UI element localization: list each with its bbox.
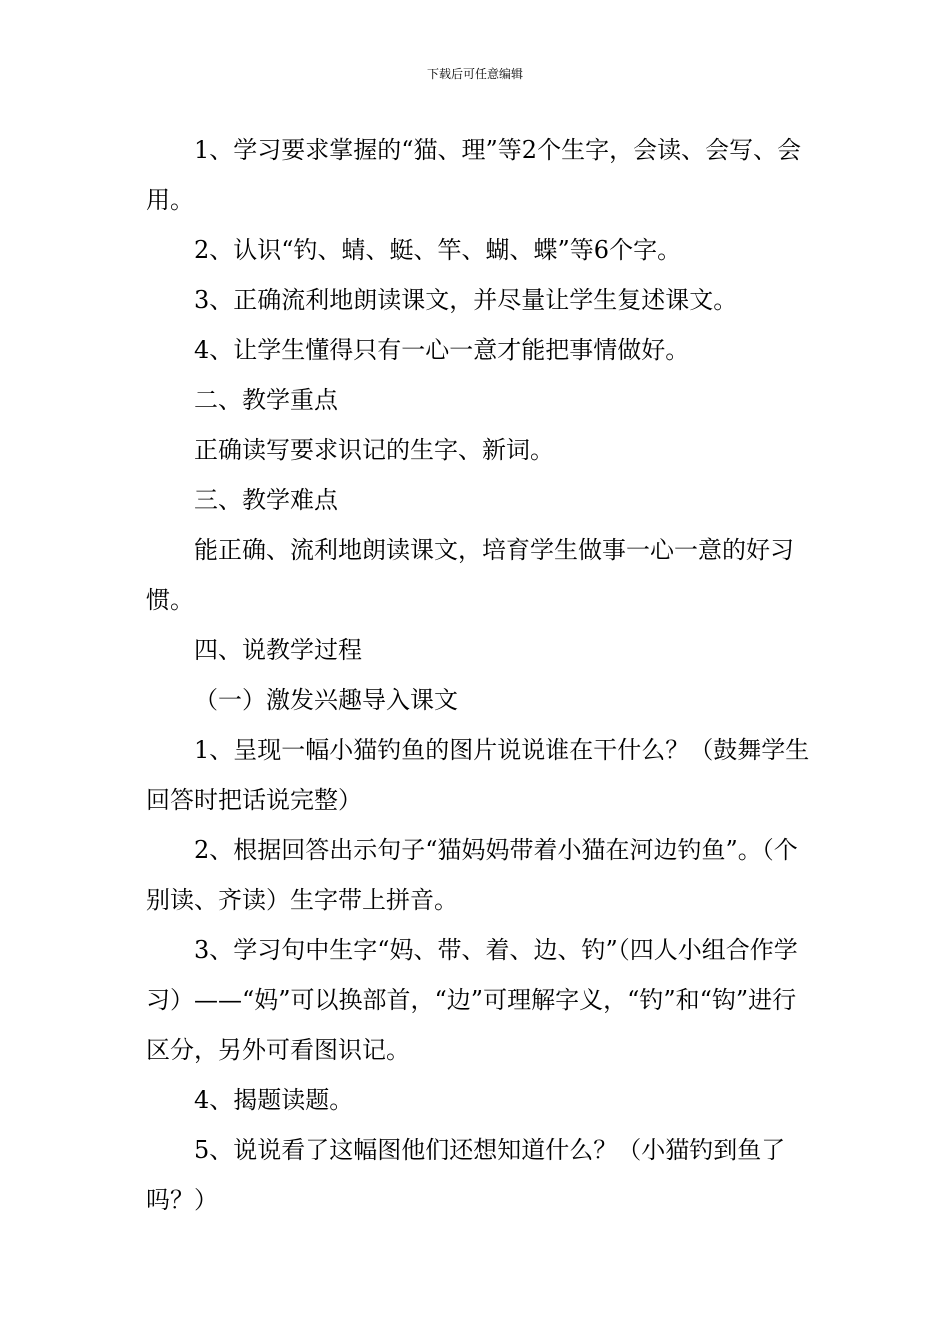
objective-4: 4、让学生懂得只有一心一意才能把事情做好。 [194, 336, 690, 364]
subsection-heading-introduction: （一）激发兴趣导入课文 [194, 686, 458, 714]
objective-2: 2、认识“钓、蜻、蜓、竿、蝴、蝶”等6个字。 [194, 236, 682, 264]
process-step-5: 5、说说看了这幅图他们还想知道什么？（小猫钓到鱼了吗？） [146, 1136, 786, 1214]
section-heading-key-points: 二、教学重点 [194, 386, 338, 414]
difficulties-text: 能正确、流利地朗读课文，培育学生做事一心一意的好习惯。 [146, 536, 794, 614]
process-step-1: 1、呈现一幅小猫钓鱼的图片说说谁在干什么？（鼓舞学生回答时把话说完整） [146, 736, 810, 814]
objective-1: 1、学习要求掌握的“猫、理”等2个生字，会读、会写、会用。 [146, 136, 802, 214]
process-step-3: 3、学习句中生字“妈、带、着、边、钓”（四人小组合作学习）——“妈”可以换部首，“边”可理解字义，“钓”和“钩”进行区分，另外可看图识记。 [146, 936, 798, 1064]
section-heading-process: 四、说教学过程 [194, 636, 362, 664]
key-points-text: 正确读写要求识记的生字、新词。 [194, 436, 554, 464]
objective-3: 3、正确流利地朗读课文，并尽量让学生复述课文。 [194, 286, 738, 314]
document-body [146, 125, 818, 1225]
process-step-4: 4、揭题读题。 [194, 1086, 354, 1114]
page-header: 下载后可任意编辑 [426, 67, 523, 81]
section-heading-difficulties: 三、教学难点 [194, 486, 338, 514]
process-step-2: 2、根据回答出示句子“猫妈妈带着小猫在河边钓鱼”。（个别读、齐读）生字带上拼音。 [146, 836, 798, 914]
